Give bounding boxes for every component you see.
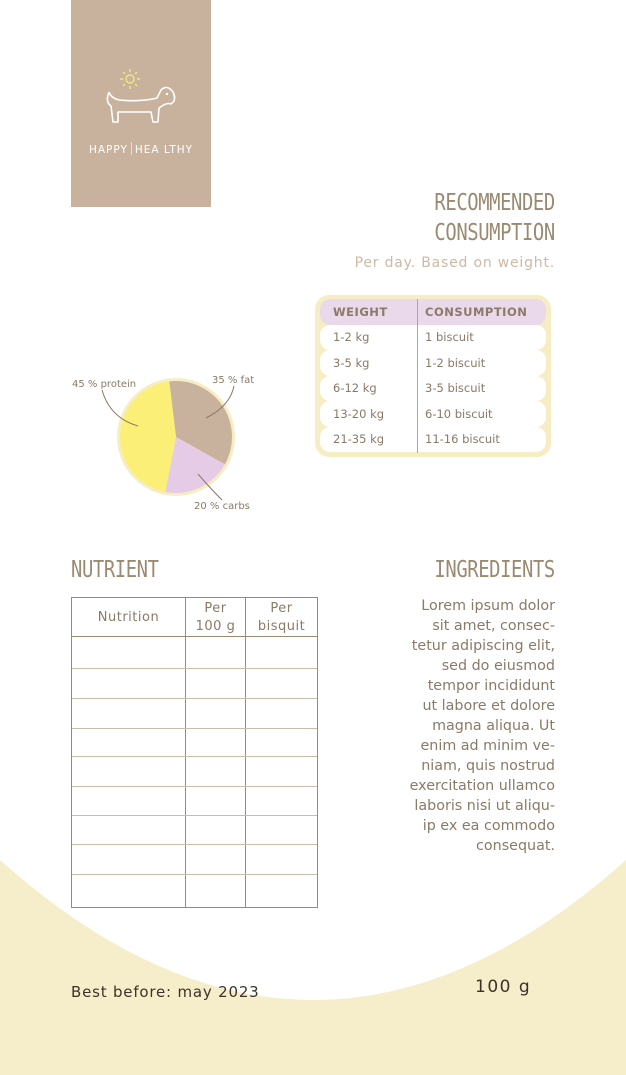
consumption-cell: 3-5 biscuit — [425, 381, 486, 396]
ingredients-line: ip ex ea commodo — [422, 818, 555, 834]
weight-cell: 13-20 kg — [333, 406, 385, 421]
consumption-table — [315, 295, 551, 457]
ingredients-line: exercitation ullamco — [409, 778, 555, 794]
brand-name-separator — [131, 142, 132, 155]
consumption-cell: 6-10 biscuit — [425, 406, 493, 421]
ingredients-line: niam, quis nostrud — [421, 758, 555, 774]
ingredients-line: sed do eiusmod — [441, 658, 555, 674]
recommended-title-line2: CONSUMPTION — [434, 220, 555, 246]
row-divider — [72, 815, 317, 816]
weight-cell: 6-12 kg — [333, 381, 377, 396]
recommended-subtitle: Per day. Based on weight. — [354, 255, 555, 271]
row-divider — [72, 756, 317, 757]
nutrition-header: Nutrition — [97, 610, 160, 625]
weight-cell: 21-35 kg — [333, 432, 385, 447]
row-divider — [72, 728, 317, 729]
row-divider — [72, 668, 317, 669]
row-divider — [72, 874, 317, 875]
consumption-cell: 1 biscuit — [425, 330, 474, 345]
ingredients-line: consequat. — [476, 838, 555, 854]
column-divider — [245, 598, 246, 907]
ingredients-line: sit amet, consec- — [432, 618, 555, 634]
ingredients-line: laboris nisi ut aliqu- — [414, 798, 555, 814]
per-100g-header-line2: 100 g — [195, 619, 236, 634]
dachshund-sun-icon — [101, 64, 183, 134]
ingredients-line: ut labore et dolore — [422, 698, 555, 714]
brand-name — [71, 142, 211, 156]
per-bisquit-header-line1: Per — [270, 601, 293, 616]
ingredients-line: enim ad minim ve- — [420, 738, 555, 754]
header-weight: WEIGHT — [333, 304, 388, 319]
ingredients-title: INGREDIENTS — [434, 557, 555, 583]
nutrient-title: NUTRIENT — [71, 557, 159, 583]
consumption-cell: 1-2 biscuit — [425, 355, 486, 370]
per-bisquit-header — [246, 600, 317, 636]
brand-name-right: HEA LTHY — [134, 144, 194, 156]
table-row — [320, 350, 546, 376]
pie-slice-protein — [120, 381, 176, 492]
row-divider — [72, 786, 317, 787]
header-divider — [72, 636, 317, 637]
ingredients-line: Lorem ipsum dolor — [421, 598, 555, 614]
per-100g-header-line1: Per — [204, 601, 227, 616]
column-divider — [417, 299, 418, 453]
nutrient-table — [71, 597, 318, 908]
per-bisquit-header-line2: bisquit — [257, 619, 306, 634]
consumption-table-header — [320, 299, 546, 325]
recommended-title-line1: RECOMMENDED — [434, 190, 555, 216]
table-row — [320, 325, 546, 351]
net-weight: 100 g — [475, 977, 532, 997]
column-divider — [185, 598, 186, 907]
row-divider — [72, 844, 317, 845]
row-divider — [72, 698, 317, 699]
recommended-title — [435, 188, 555, 248]
table-row — [320, 376, 546, 402]
pie-label-fat: 35 % fat — [212, 375, 255, 386]
ingredients-line: magna aliqua. Ut — [432, 718, 555, 734]
best-before-date: Best before: may 2023 — [71, 983, 260, 1001]
weight-cell: 1-2 kg — [333, 330, 370, 345]
consumption-cell: 11-16 biscuit — [425, 432, 500, 447]
ingredients-line: tempor incididunt — [427, 678, 555, 694]
nutrition-pie-chart — [60, 370, 280, 520]
table-row — [320, 401, 546, 427]
weight-cell: 3-5 kg — [333, 355, 370, 370]
header-consumption: CONSUMPTION — [425, 304, 528, 319]
per-100g-header — [186, 600, 245, 636]
brand-name-left: HAPPY — [88, 144, 128, 156]
brand-logo-panel — [71, 0, 211, 207]
table-row — [320, 427, 546, 453]
ingredients-text — [385, 596, 555, 856]
pie-label-protein: 45 % protein — [72, 379, 137, 390]
pie-label-carbs: 20 % carbs — [194, 501, 250, 512]
ingredients-line: tetur adipiscing elit, — [411, 638, 555, 654]
